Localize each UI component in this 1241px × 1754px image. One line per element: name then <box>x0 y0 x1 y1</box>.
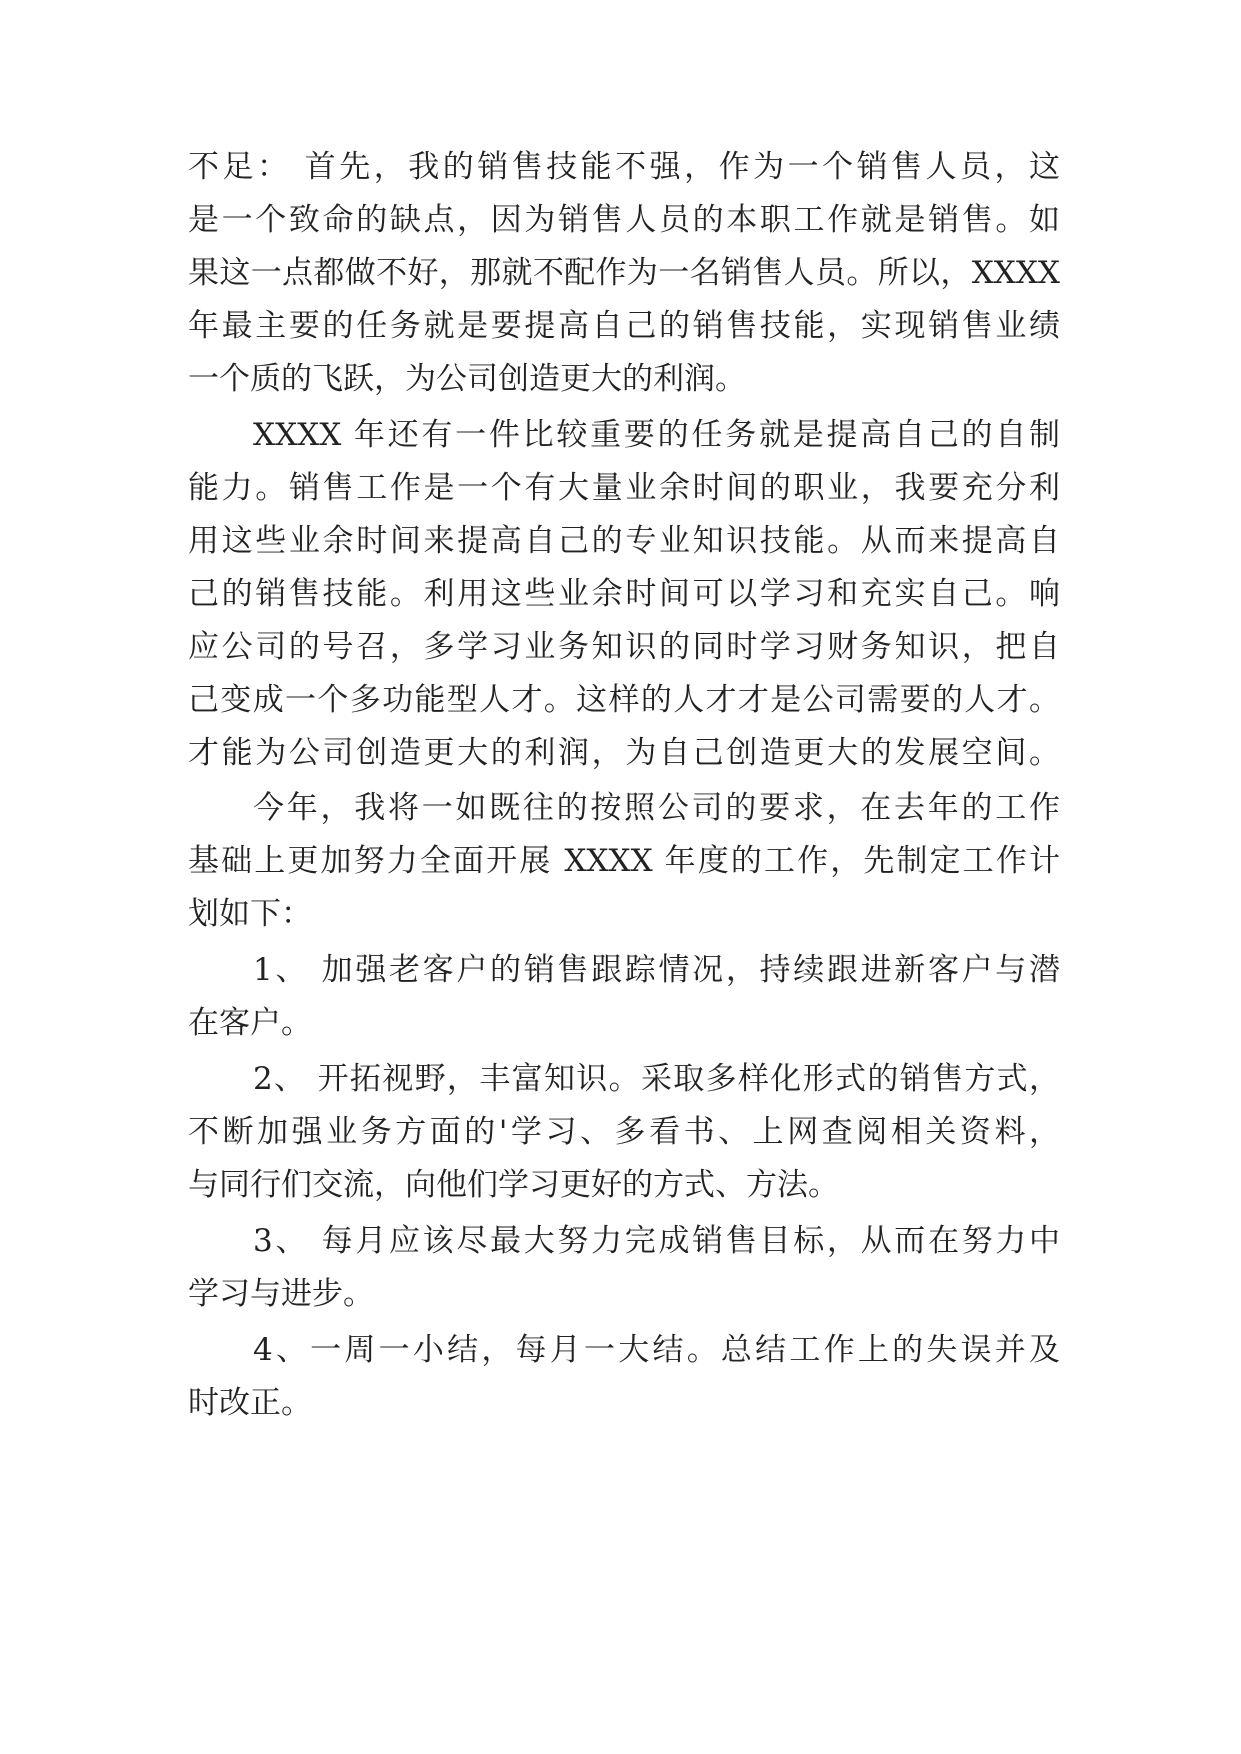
text-line: XXXX 年还有一件比较重要的任务就是提高自己的自制 <box>253 417 1060 453</box>
text-line: 不足： 首先，我的销售技能不强，作为一个销售人员，这 <box>188 149 1060 185</box>
text-line: 用这些业余时间来提高自己的专业知识技能。从而来提高自 <box>188 523 1060 559</box>
text-line: 果这一点都做不好，那就不配作为一名销售人员。所以，XXXX <box>188 255 1060 291</box>
text-line: 才能为公司创造更大的利润，为自己创造更大的发展空间。 <box>188 735 1060 771</box>
text-line: 时改正。 <box>188 1385 312 1421</box>
text-line: 在客户。 <box>188 1005 312 1041</box>
list-item-2: 2、 开拓视野，丰富知识。采取多样化形式的销售方式， <box>253 1061 1060 1097</box>
text-line: 己变成一个多功能型人才。这样的人才才是公司需要的人才。 <box>188 682 1060 718</box>
text-line: 年最主要的任务就是要提高自己的销售技能，实现销售业绩 <box>188 308 1060 344</box>
text-line: 是一个致命的缺点，因为销售人员的本职工作就是销售。如 <box>188 202 1060 238</box>
text-line: 应公司的号召，多学习业务知识的同时学习财务知识，把自 <box>188 629 1060 665</box>
list-item-4: 4、一周一小结，每月一大结。总结工作上的失误并及 <box>253 1332 1060 1368</box>
text-line: 不断加强业务方面的'学习、多看书、上网查阅相关资料， <box>188 1114 1060 1150</box>
list-item-1: 1、 加强老客户的销售跟踪情况，持续跟进新客户与潜 <box>253 952 1060 988</box>
text-line: 能力。销售工作是一个有大量业余时间的职业，我要充分利 <box>188 470 1060 506</box>
text-line: 划如下： <box>188 896 312 932</box>
text-line: 与同行们交流，向他们学习更好的方式、方法。 <box>188 1167 839 1203</box>
text-line: 学习与进步。 <box>188 1276 374 1312</box>
list-item-3: 3、 每月应该尽最大努力完成销售目标，从而在努力中 <box>253 1223 1060 1259</box>
text-line: 今年，我将一如既往的按照公司的要求，在去年的工作 <box>253 790 1060 826</box>
text-line: 一个质的飞跃，为公司创造更大的利润。 <box>188 361 746 397</box>
text-line: 己的销售技能。利用这些业余时间可以学习和充实自己。响 <box>188 576 1060 612</box>
text-line: 基础上更加努力全面开展 XXXX 年度的工作，先制定工作计 <box>188 843 1060 879</box>
